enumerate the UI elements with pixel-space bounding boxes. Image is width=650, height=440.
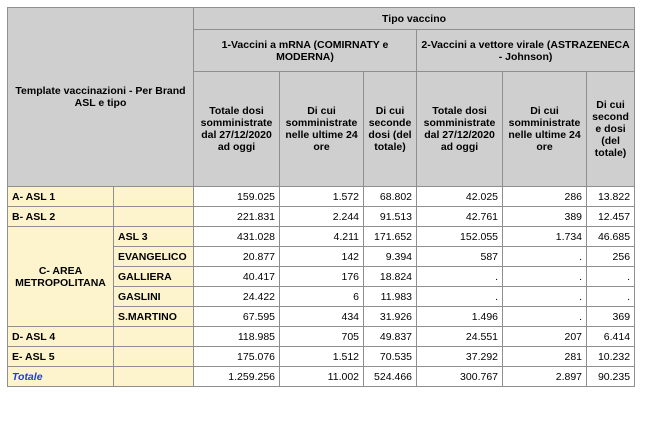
cell: 256 [587, 247, 635, 267]
cell: 389 [503, 207, 587, 227]
row-label: D- ASL 4 [8, 327, 114, 347]
table-row-totale [8, 367, 635, 387]
cell: 176 [280, 267, 364, 287]
header-tipo-vaccino: Tipo vaccino [194, 8, 635, 30]
cell: 70.535 [364, 347, 417, 367]
cell: 91.513 [364, 207, 417, 227]
cell: . [503, 287, 587, 307]
table-row-asl1 [8, 187, 635, 207]
row-sublabel-empty [114, 207, 194, 227]
table-row-asl2 [8, 207, 635, 227]
cell: 221.831 [194, 207, 280, 227]
row-label: B- ASL 2 [8, 207, 114, 227]
cell: 705 [280, 327, 364, 347]
cell: 1.572 [280, 187, 364, 207]
row-sublabel: EVANGELICO [114, 247, 194, 267]
total-cell: 1.259.256 [194, 367, 280, 387]
cell: 207 [503, 327, 587, 347]
cell: 434 [280, 307, 364, 327]
cell: 286 [503, 187, 587, 207]
total-cell: 524.466 [364, 367, 417, 387]
cell: 31.926 [364, 307, 417, 327]
total-cell: 2.897 [503, 367, 587, 387]
row-group-area-metropolitana: C- AREA METROPOLITANA [8, 227, 114, 327]
cell: . [503, 307, 587, 327]
cell: 281 [503, 347, 587, 367]
cell: 68.802 [364, 187, 417, 207]
row-sublabel-empty [114, 327, 194, 347]
cell: . [587, 287, 635, 307]
row-label: A- ASL 1 [8, 187, 114, 207]
cell: 1.734 [503, 227, 587, 247]
column-header: Di cui somministrate nelle ultime 24 ore [280, 72, 364, 187]
cell: 37.292 [417, 347, 503, 367]
row-sublabel: GASLINI [114, 287, 194, 307]
cell: 142 [280, 247, 364, 267]
row-sublabel-empty [114, 187, 194, 207]
row-sublabel-empty [114, 367, 194, 387]
cell: . [587, 267, 635, 287]
column-header: Totale dosi somministrate dal 27/12/2020 ad oggi [194, 72, 280, 187]
header-group-vettore: 2-Vaccini a vettore virale (ASTRAZENECA - Johnson) [417, 30, 635, 72]
cell: 42.025 [417, 187, 503, 207]
cell: 40.417 [194, 267, 280, 287]
cell: 67.595 [194, 307, 280, 327]
cell: 6.414 [587, 327, 635, 347]
cell: 9.394 [364, 247, 417, 267]
vaccination-table [7, 7, 635, 387]
table-row-asl3 [8, 227, 635, 247]
cell: . [417, 267, 503, 287]
cell: . [503, 267, 587, 287]
table-row-asl4 [8, 327, 635, 347]
cell: 13.822 [587, 187, 635, 207]
column-header: Di cui somministrate nelle ultime 24 ore [503, 72, 587, 187]
cell: 118.985 [194, 327, 280, 347]
cell: 369 [587, 307, 635, 327]
header-row-1 [8, 8, 635, 30]
cell: . [503, 247, 587, 267]
table-corner-title: Template vaccinazioni - Per Brand ASL e tipo [8, 8, 194, 187]
cell: 152.055 [417, 227, 503, 247]
row-sublabel: GALLIERA [114, 267, 194, 287]
cell: 431.028 [194, 227, 280, 247]
cell: 12.457 [587, 207, 635, 227]
cell: 18.824 [364, 267, 417, 287]
column-header: Di cui second e dosi (del totale) [587, 72, 635, 187]
cell: 171.652 [364, 227, 417, 247]
column-header: Di cui seconde dosi (del totale) [364, 72, 417, 187]
cell: 175.076 [194, 347, 280, 367]
cell: 10.232 [587, 347, 635, 367]
cell: 4.211 [280, 227, 364, 247]
cell: 24.422 [194, 287, 280, 307]
cell: . [417, 287, 503, 307]
total-cell: 90.235 [587, 367, 635, 387]
cell: 1.496 [417, 307, 503, 327]
cell: 20.877 [194, 247, 280, 267]
header-group-mrna: 1-Vaccini a mRNA (COMIRNATY e MODERNA) [194, 30, 417, 72]
cell: 1.512 [280, 347, 364, 367]
cell: 6 [280, 287, 364, 307]
cell: 49.837 [364, 327, 417, 347]
total-cell: 11.002 [280, 367, 364, 387]
column-header: Totale dosi somministrate dal 27/12/2020 ad oggi [417, 72, 503, 187]
cell: 159.025 [194, 187, 280, 207]
row-sublabel: ASL 3 [114, 227, 194, 247]
cell: 2.244 [280, 207, 364, 227]
table-row-asl5 [8, 347, 635, 367]
cell: 42.761 [417, 207, 503, 227]
cell: 11.983 [364, 287, 417, 307]
cell: 46.685 [587, 227, 635, 247]
row-sublabel: S.MARTINO [114, 307, 194, 327]
total-cell: 300.767 [417, 367, 503, 387]
cell: 24.551 [417, 327, 503, 347]
row-sublabel-empty [114, 347, 194, 367]
cell: 587 [417, 247, 503, 267]
row-label: E- ASL 5 [8, 347, 114, 367]
total-label: Totale [8, 367, 114, 387]
